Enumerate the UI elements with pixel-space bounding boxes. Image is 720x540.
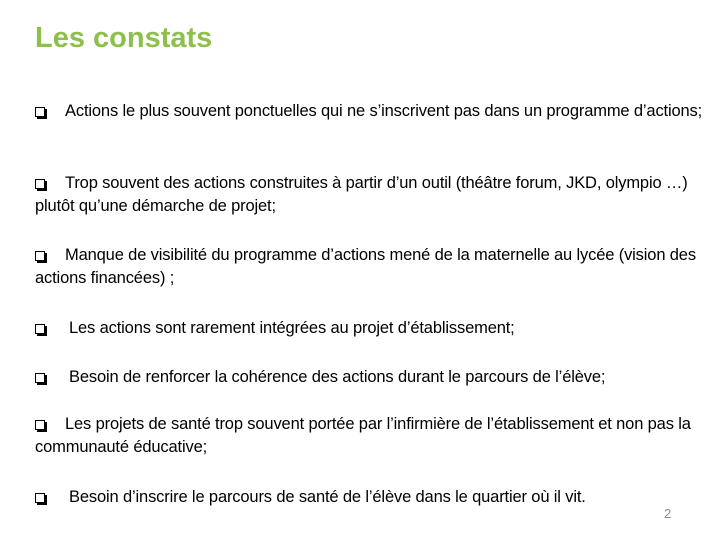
bullet-text: Les projets de santé trop souvent portée par l’infirmière de l’établissement et non pas la communauté éducative; <box>35 415 691 456</box>
bullet-item <box>35 366 715 389</box>
slide-title: Les constats <box>35 22 213 54</box>
bullet-text: Les actions sont rarement intégrées au projet d’établissement; <box>69 319 515 337</box>
bullet-text: Besoin d’inscrire le parcours de santé de l’élève dans le quartier où il vit. <box>69 488 586 506</box>
checkbox-square-icon <box>35 324 45 334</box>
bullet-text: Manque de visibilité du programme d’actions mené de la maternelle au lycée (vision des actions financées) ; <box>35 246 696 287</box>
checkbox-square-icon <box>35 493 45 503</box>
bullet-text: Besoin de renforcer la cohérence des actions durant le parcours de l’élève; <box>69 368 606 386</box>
bullet-item <box>35 172 715 218</box>
bullet-item <box>35 413 715 459</box>
checkbox-square-icon <box>35 179 45 189</box>
checkbox-square-icon <box>35 373 45 383</box>
bullet-item <box>35 317 715 340</box>
bullet-text: Actions le plus souvent ponctuelles qui ne s’inscrivent pas dans un programme d’actions; <box>65 102 703 120</box>
bullet-item <box>35 244 715 290</box>
checkbox-square-icon <box>35 420 45 430</box>
bullet-item <box>35 100 715 123</box>
bullet-text: Trop souvent des actions construites à partir d’un outil (théâtre forum, JKD, olympio …) plutôt qu’une démarche de projet; <box>35 174 688 215</box>
bullet-item <box>35 486 715 509</box>
page-number: 2 <box>664 506 672 521</box>
checkbox-square-icon <box>35 251 45 261</box>
checkbox-square-icon <box>35 107 45 117</box>
